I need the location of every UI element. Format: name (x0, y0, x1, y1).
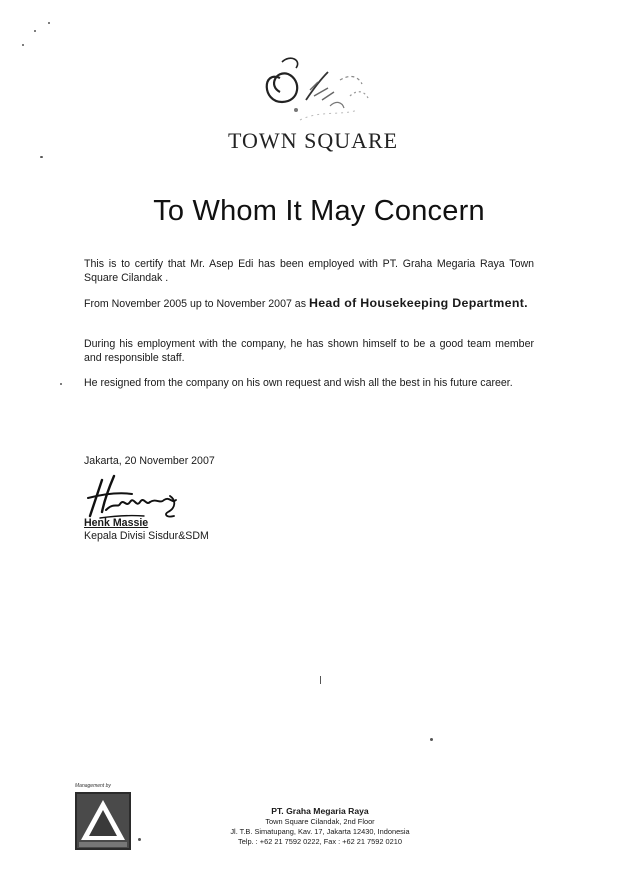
footer-company-name: PT. Graha Megaria Raya (271, 806, 369, 816)
footer-address-line2: Jl. T.B. Simatupang, Kav. 17, Jakarta 12430, Indonesia (230, 827, 410, 836)
footer-contact: Telp. : +62 21 7592 0222, Fax : +62 21 7592 0210 (238, 837, 402, 846)
scan-speck (40, 156, 43, 158)
employment-period-paragraph (84, 296, 534, 311)
scan-speck (60, 383, 62, 385)
letter-title: To Whom It May Concern (153, 195, 485, 227)
signatory-name: Henk Massie (84, 517, 149, 529)
scan-speck (48, 22, 50, 24)
scan-speck (320, 676, 321, 684)
brand-wordmark: TOWN SQUARE (228, 128, 399, 153)
management-logo-icon (75, 792, 131, 850)
job-title-text: Head of Housekeeping Department. (308, 296, 528, 310)
employment-period-text: From November 2005 up to November 2007 as (84, 298, 306, 310)
letter-date: Jakarta, 20 November 2007 (84, 455, 215, 467)
scan-speck (138, 838, 141, 841)
management-by-label: Management by (75, 783, 111, 789)
footer-address-line1: Town Square Cilandak, 2nd Floor (265, 817, 375, 826)
scan-speck (34, 30, 36, 32)
scan-speck (22, 44, 24, 46)
certification-paragraph: This is to certify that Mr. Asep Edi has been employed with PT. Graha Megaria Raya Town Square Cilandak . (84, 258, 534, 284)
signatory-position: Kepala Divisi Sisdur&SDM (84, 530, 209, 542)
company-footer (190, 806, 450, 847)
scan-speck (430, 738, 433, 741)
conduct-paragraph: During his employment with the company, he has shown himself to be a good team member and responsible staff. (84, 338, 534, 364)
resignation-paragraph: He resigned from the company on his own request and wish all the best in his future career. (84, 377, 513, 389)
